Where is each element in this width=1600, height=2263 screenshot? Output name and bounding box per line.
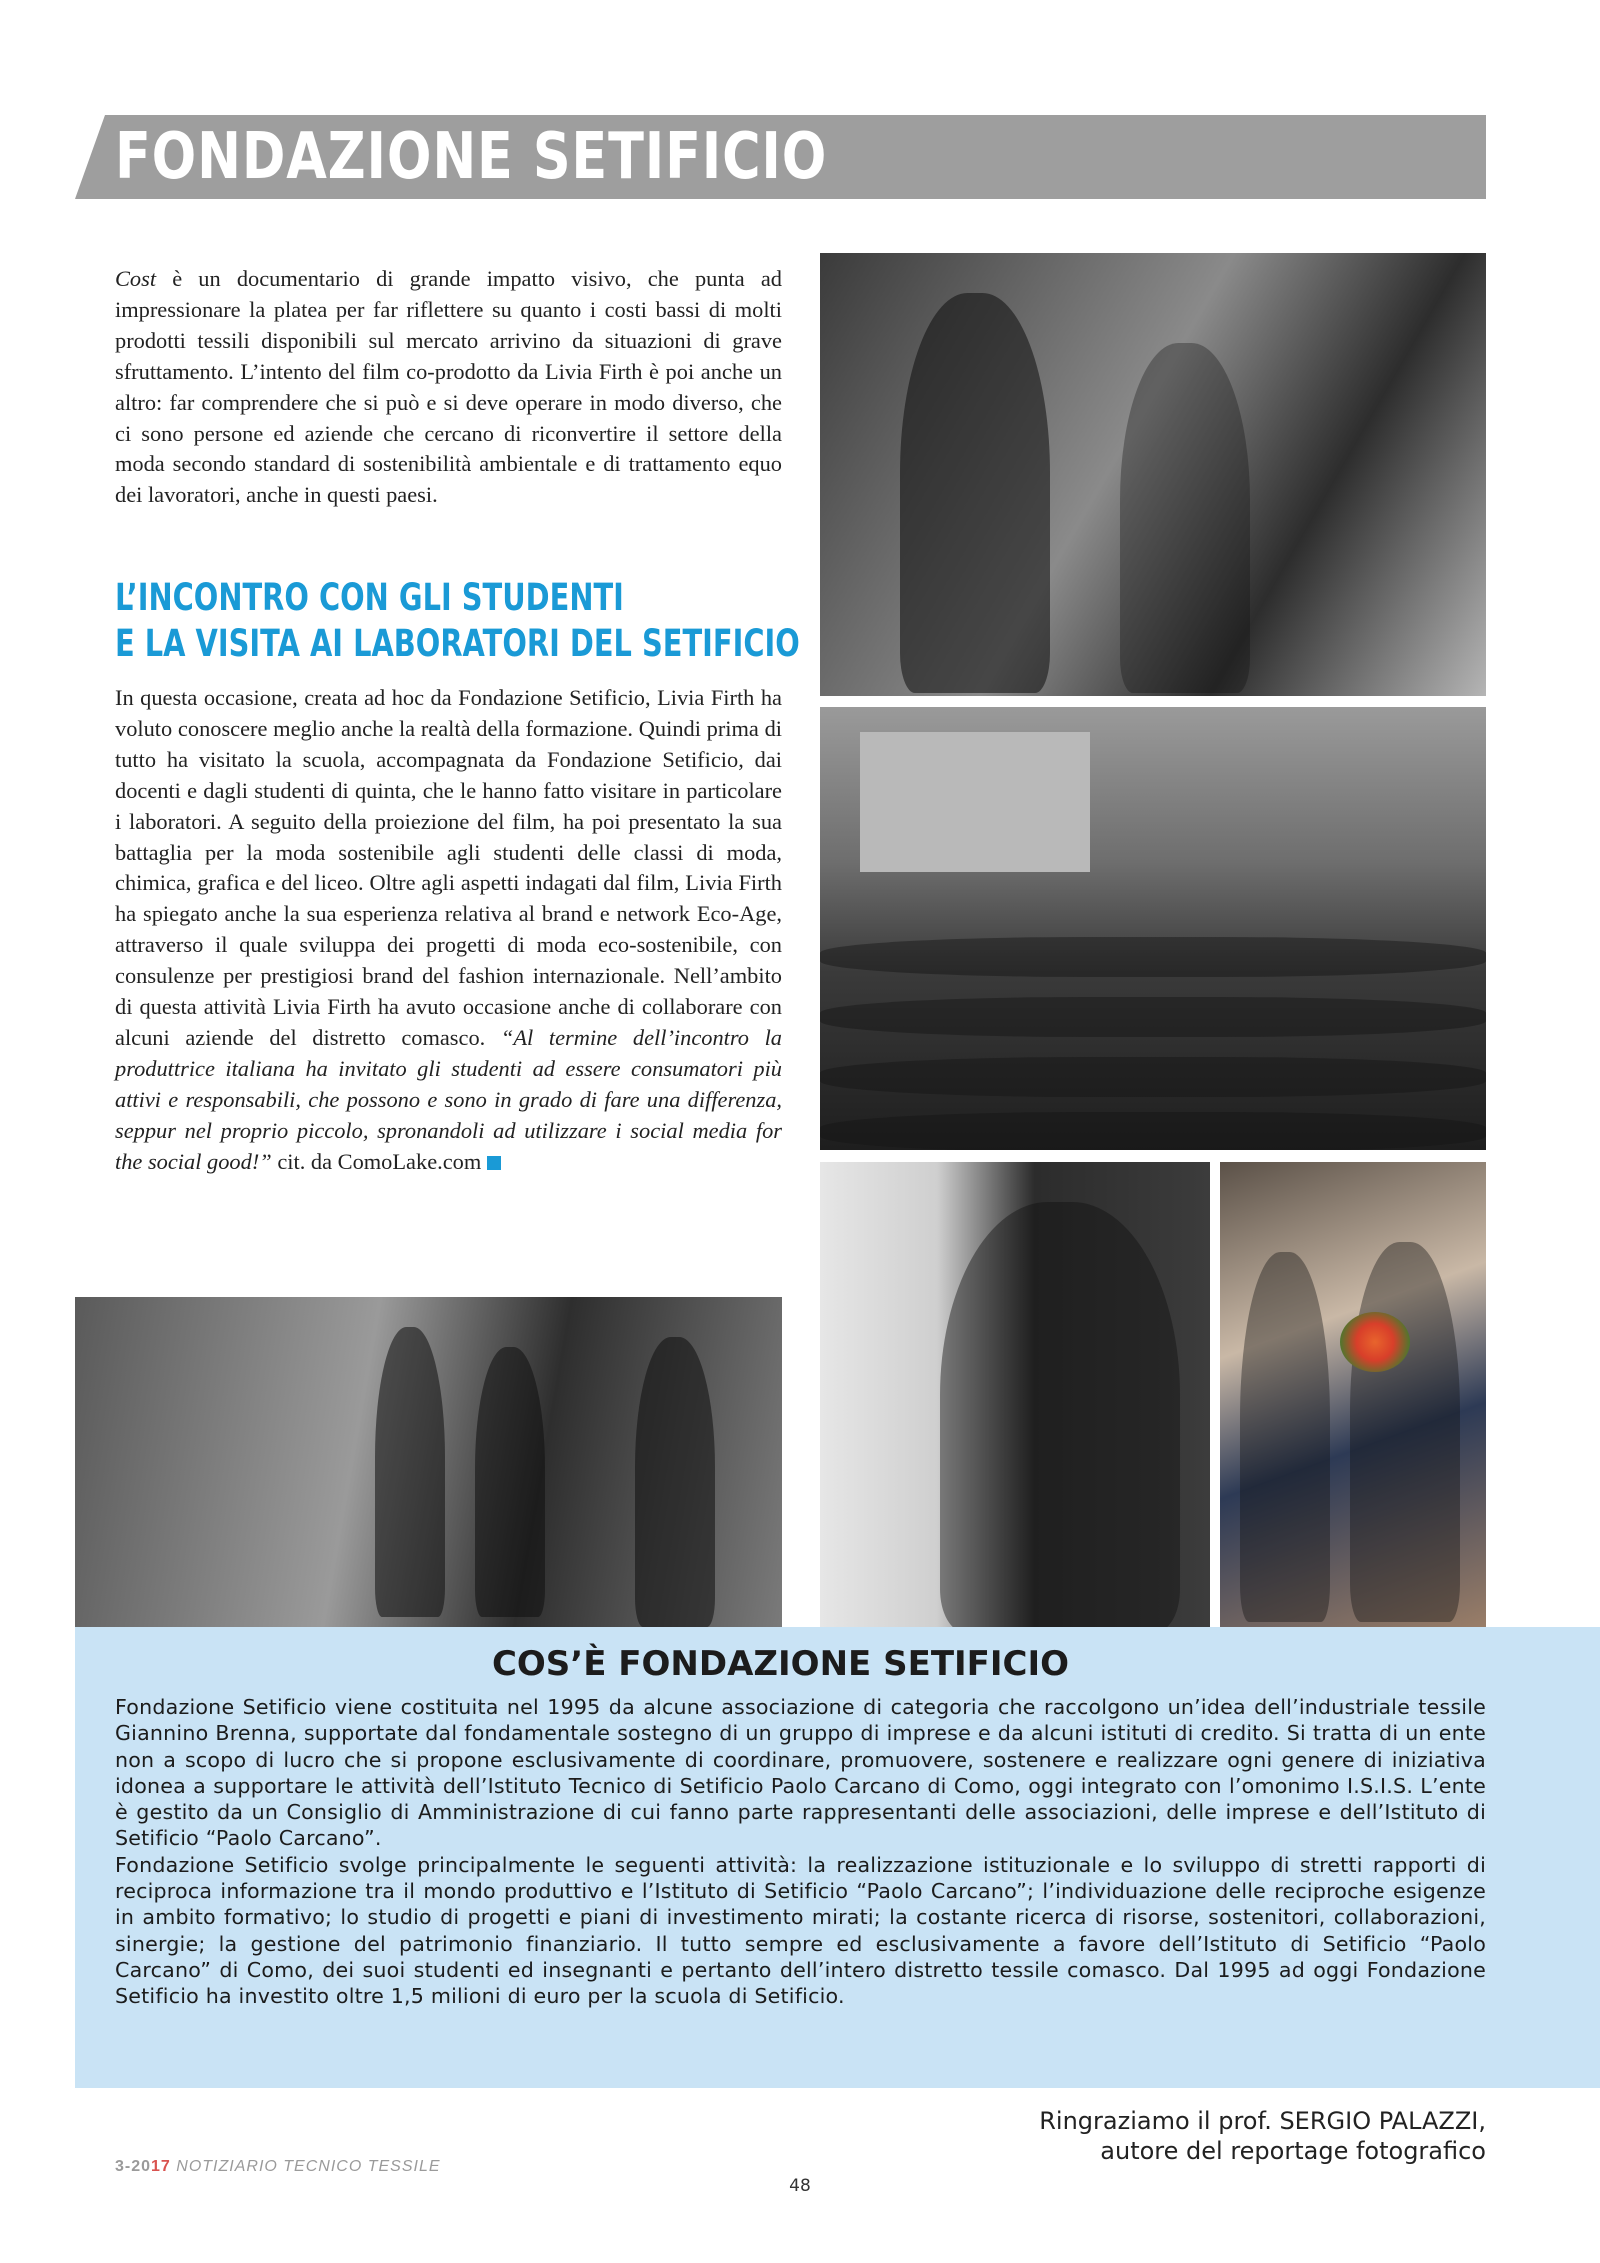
photo-lab-visit bbox=[820, 253, 1486, 696]
magazine-name: NOTIZIARIO TECNICO TESSILE bbox=[176, 2158, 441, 2175]
banner-notch bbox=[75, 115, 105, 199]
photo-workshop-group bbox=[75, 1297, 782, 1627]
end-mark-icon bbox=[487, 1156, 501, 1170]
info-box-title: COS’È FONDAZIONE SETIFICIO bbox=[491, 1644, 1070, 1684]
body-paragraph bbox=[115, 683, 782, 1178]
info-paragraph-1: Fondazione Setificio viene costituita nel 1995 da alcune associazione di categoria che raccolgono un’idea dell’industriale tessile Giannino Brenna, supportate dal fondamentale sostegno di un gruppo di imprese e da alcuni istituti di credito. Si tratta di un ente non a scopo di lucro che si propone esclusivamente di coordinare, promuovere, sostenere e realizzare ogni genere di iniziativa idonea a supportare le attività dell’Istituto Tecnico di Setificio Paolo Carcano di Como, oggi integrato con l’omonimo I.S.I.S. L’ente è gestito da un Consiglio di Amministrazione di cui fanno parte rappresentanti delle associazioni, delle imprese e dell’Istituto di Setificio “Paolo Carcano”. bbox=[115, 1695, 1486, 1851]
person-silhouette bbox=[1350, 1242, 1460, 1622]
issue-prefix: 3-20 bbox=[115, 2158, 152, 2175]
info-paragraph-2: Fondazione Setificio svolge principalmente le seguenti attività: la realizzazione istituzionale e lo sviluppo di stretti rapporti di reciproca informazione tra il mondo produttivo e l’Istituto di Setificio “Paolo Carcano”; l’individuazione delle reciproche esigenze in ambito formativo; lo studio di progetti e piani di investimento mirati; la costante ricerca di risorse, sostenitori, collaborazioni, sinergie; la gestione del patrimonio finanziario. Il tutto sempre ed esclusivamente a favore dell’Istituto di Setificio “Paolo Carcano” di Como, dei suoi studenti ed insegnanti e pertanto dell’intero distretto tessile comasco. Dal 1995 ad oggi Fondazione Setificio ha investito oltre 1,5 milioni di euro per la scuola di Setificio. bbox=[115, 1852, 1486, 2009]
audience-row bbox=[820, 1112, 1486, 1150]
film-title: Cost bbox=[115, 266, 157, 291]
photo-auditorium bbox=[820, 707, 1486, 1150]
page-title: FONDAZIONE SETIFICIO bbox=[115, 120, 828, 194]
audience-row bbox=[820, 937, 1486, 977]
person-silhouette bbox=[635, 1337, 715, 1627]
credits-line-1: Ringraziamo il prof. SERGIO PALAZZI, bbox=[1039, 2107, 1486, 2135]
person-silhouette bbox=[940, 1202, 1180, 1627]
section-subhead bbox=[115, 575, 800, 667]
photo-bouquet bbox=[1220, 1162, 1486, 1627]
subhead-line-2: E LA VISITA AI LABORATORI DEL SETIFICIO bbox=[115, 622, 800, 665]
audience-row bbox=[820, 1057, 1486, 1097]
audience-row bbox=[820, 997, 1486, 1037]
info-box-text bbox=[115, 1694, 1486, 2010]
person-silhouette bbox=[1120, 343, 1250, 693]
photo-portrait bbox=[820, 1162, 1210, 1627]
flower-bouquet bbox=[1340, 1312, 1410, 1372]
photo-credits bbox=[900, 2106, 1486, 2166]
citation: cit. da ComoLake.com bbox=[271, 1148, 482, 1174]
subhead-line-1: L’INCONTRO CON GLI STUDENTI bbox=[115, 576, 624, 619]
issue-year: 17 bbox=[151, 2158, 171, 2175]
projection-screen bbox=[860, 732, 1090, 872]
page-number: 48 bbox=[789, 2176, 811, 2196]
magazine-footer bbox=[115, 2158, 441, 2176]
credits-line-2: autore del reportage fotografico bbox=[1100, 2137, 1486, 2165]
person-silhouette bbox=[900, 293, 1050, 693]
body-text: In questa occasione, creata ad hoc da Fondazione Setificio, Livia Firth ha voluto conoscere meglio anche la realtà della formazione. Quindi prima di tutto ha visitato la scuola, accompagnata da Fondazione Setificio, dai docenti e dagli studenti di quinta, che le hanno fatto visitare in particolare i laboratori. A seguito della proiezione del film, ha poi presentato la sua battaglia per la moda sostenibile agli studenti delle classi di moda, chimica, grafica e del liceo. Oltre agli aspetti indagati dal film, Livia Firth ha spiegato anche la sua esperienza relativa al brand e network Eco-Age, attraverso il quale sviluppa dei progetti di moda eco-sostenibile, con consulenze per prestigiosi brand del fashion internazionale. Nell’ambito di questa attività Livia Firth ha avuto occasione anche di collaborare con alcuni aziende del distretto comasco. bbox=[115, 685, 782, 1050]
person-silhouette bbox=[475, 1347, 545, 1617]
person-silhouette bbox=[375, 1327, 445, 1617]
person-silhouette bbox=[1240, 1252, 1330, 1622]
intro-body: è un documentario di grande impatto visivo, che punta ad impressionare la platea per far riflettere su quanto i costi bassi di molti prodotti tessili disponibili sul mercato arrivino da situazioni di grave sfruttamento. L’intento del film co-prodotto da Livia Firth è poi anche un altro: far comprendere che si può e si deve operare in modo diverso, che ci sono persone ed aziende che cercano di riconvertire il settore della moda secondo standard di sostenibilità ambientale e di trattamento equo dei lavoratori, anche in questi paesi. bbox=[115, 266, 782, 508]
intro-paragraph bbox=[115, 264, 782, 511]
quote: “Al termine dell’incontro la produttrice italiana ha invitato gli studenti ad essere consumatori più attivi e responsabili, che possono e sono in grado di fare una differenza, seppur nel proprio piccolo, spronandoli ad utilizzare i social media for the social good!” bbox=[115, 1024, 782, 1174]
